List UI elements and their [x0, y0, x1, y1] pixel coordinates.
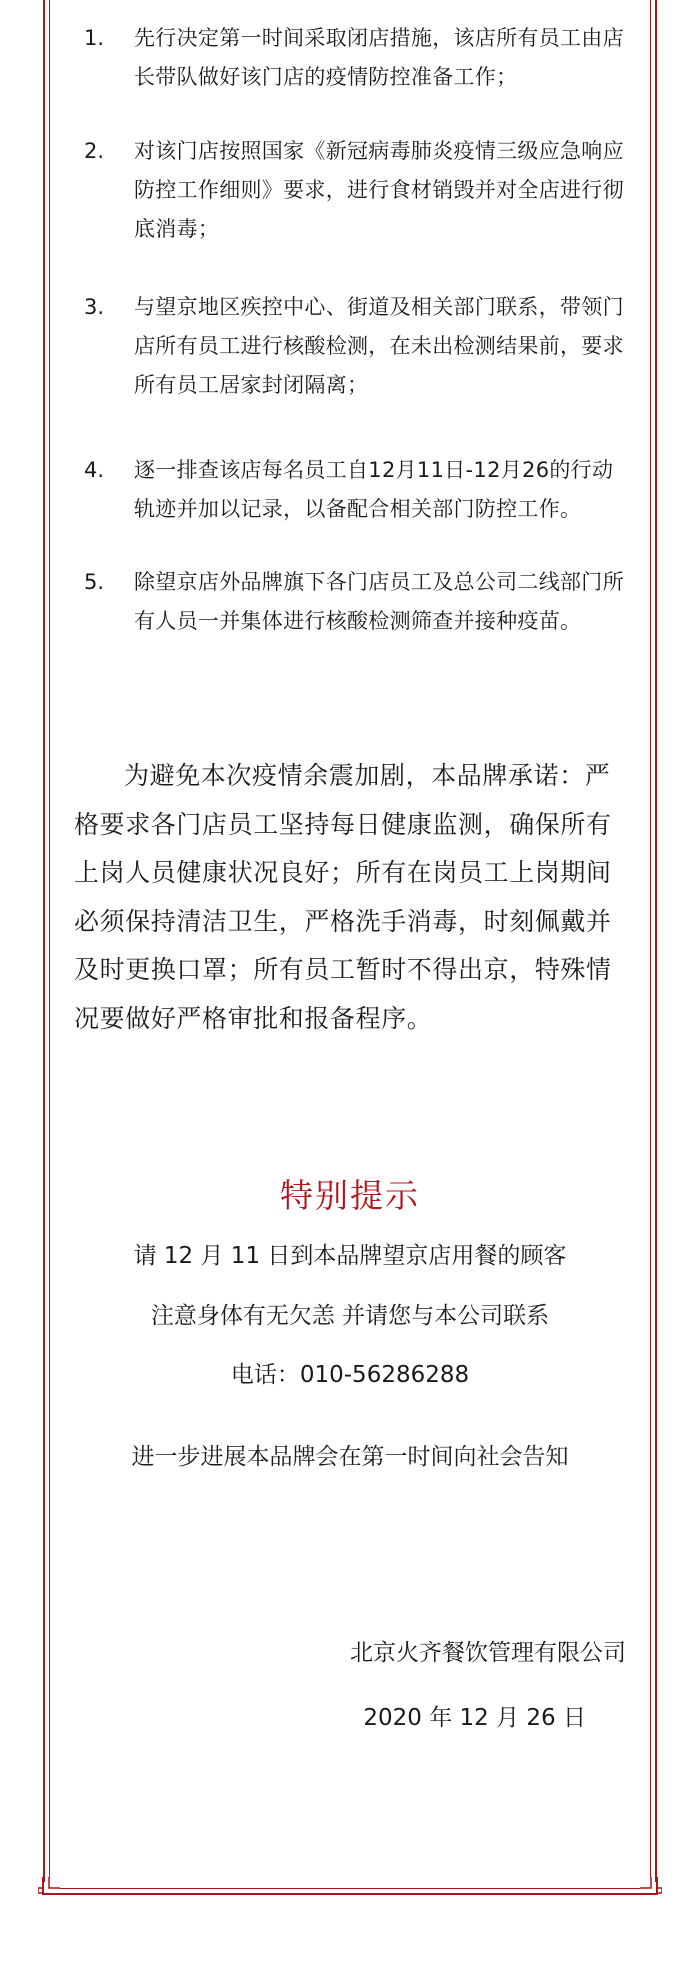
notice-line-customers: 请 12 月 11 日到本品牌望京店用餐的顾客: [133, 1243, 567, 1269]
notice-line-health: 注意身体有无欠恙 并请您与本公司联系: [150, 1303, 550, 1329]
measure-text: 对该门店按照国家《新冠病毒肺炎疫情三级应急响应防控工作细则》要求，进行食材销毁并对全店进行彻底消毒；: [134, 139, 624, 241]
frame-left-outer: [43, 0, 45, 1882]
notice-followup: 进一步进展本品牌会在第一时间向社会告知: [131, 1444, 569, 1470]
frame-corner-bottom-right-icon: [640, 1877, 662, 1899]
measure-text: 除望京店外品牌旗下各门店员工及总公司二线部门所有人员一并集体进行核酸检测筛查并接种疫苗。: [134, 570, 624, 633]
notice-phone: 电话：010-56286288: [230, 1362, 470, 1388]
frame-bottom-outer: [60, 1893, 640, 1895]
measure-item-2: [74, 132, 626, 249]
signature-date: 2020 年 12 月 26 日: [363, 1705, 586, 1731]
frame-right-inner: [650, 0, 651, 1878]
measure-item-3: [74, 288, 626, 405]
measure-item-5: [74, 563, 626, 641]
frame-corner-bottom-left-icon: [38, 1877, 60, 1899]
frame-bottom-inner: [60, 1888, 640, 1889]
measure-item-1: [74, 19, 626, 97]
measure-text: 逐一排查该店每名员工自12月11日-12月26的行动轨迹并加以记录，以备配合相关部门防控工作。: [134, 458, 614, 521]
special-notice-title: 特别提示: [280, 1176, 420, 1215]
brand-pledge-paragraph: 为避免本次疫情余震加剧，本品牌承诺：严格要求各门店员工坚持每日健康监测，确保所有上岗人员健康状况良好；所有在岗员工上岗期间必须保持清洁卫生，严格洗手消毒，时刻佩戴并及时更换口罩；所有员工暂时不得出京，特殊情况要做好严格审批和报备程序。: [74, 761, 612, 1033]
measure-number: 1.: [84, 26, 105, 50]
signature-company: 北京火齐餐饮管理有限公司: [350, 1640, 626, 1666]
measure-text: 与望京地区疾控中心、街道及相关部门联系，带领门店所有员工进行核酸检测，在未出检测结果前，要求所有员工居家封闭隔离；: [134, 295, 624, 397]
frame-right-outer: [655, 0, 657, 1882]
measure-number: 5.: [84, 570, 105, 594]
measure-number: 2.: [84, 139, 105, 163]
frame-left-inner: [49, 0, 50, 1878]
measure-number: 3.: [84, 295, 105, 319]
measure-number: 4.: [84, 458, 105, 482]
measure-item-4: [74, 451, 626, 529]
measure-text: 先行决定第一时间采取闭店措施，该店所有员工由店长带队做好该门店的疫情防控准备工作；: [134, 26, 624, 89]
